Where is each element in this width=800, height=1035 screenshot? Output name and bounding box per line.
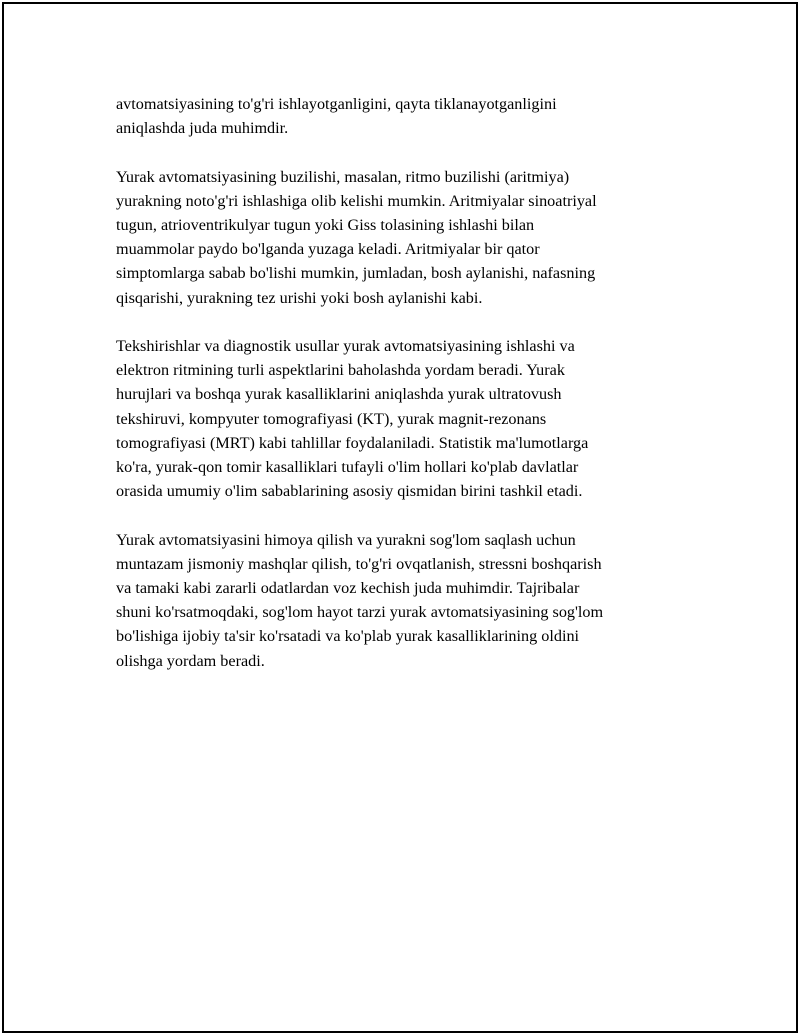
text-line: olishga yordam beradi. <box>116 651 265 670</box>
paragraph-1 <box>116 92 686 140</box>
text-line: muammolar paydo bo'lganda yuzaga keladi. Aritmiyalar bir qator <box>116 240 540 259</box>
text-line: aniqlashda juda muhimdir. <box>116 119 289 138</box>
text-line: va tamaki kabi zararli odatlardan voz kechish juda muhimdir. Tajribalar <box>116 579 580 598</box>
text-line: shuni ko'rsatmoqdaki, sog'lom hayot tarzi yurak avtomatsiyasining sog'lom <box>116 603 604 622</box>
text-line: tekshiruvi, kompyuter tomografiyasi (KT), yurak magnit-rezonans <box>116 409 547 428</box>
paragraph-2 <box>116 165 686 310</box>
text-line: Yurak avtomatsiyasining buzilishi, masalan, ritmo buzilishi (aritmiya) <box>116 167 570 186</box>
text-line: bo'lishiga ijobiy ta'sir ko'rsatadi va ko'plab yurak kasalliklarining oldini <box>116 627 580 646</box>
text-line: hurujlari va boshqa yurak kasalliklarini aniqlashda yurak ultratovush <box>116 385 562 404</box>
text-line: yurakning noto'g'ri ishlashiga olib kelishi mumkin. Aritmiyalar sinoatriyal <box>116 191 597 210</box>
text-line: ko'ra, yurak-qon tomir kasalliklari tufayli o'lim hollari ko'plab davlatlar <box>116 458 579 477</box>
paragraph-4 <box>116 528 686 673</box>
text-line: orasida umumiy o'lim sabablarining asosiy qismidan birini tashkil etadi. <box>116 482 583 501</box>
text-line: tomografiyasi (MRT) kabi tahlillar foydalaniladi. Statistik ma'lumotlarga <box>116 433 589 452</box>
text-line: Tekshirishlar va diagnostik usullar yurak avtomatsiyasining ishlashi va <box>116 337 575 355</box>
text-line: Yurak avtomatsiyasini himoya qilish va yurakni sog'lom saqlash uchun <box>116 530 576 549</box>
text-line: tugun, atrioventrikulyar tugun yoki Giss tolasining ishlashi bilan <box>116 216 535 234</box>
text-line: elektron ritmining turli aspektlarini baholashda yordam beradi. Yurak <box>116 361 565 380</box>
text-line: simptomlarga sabab bo'lishi mumkin, jumladan, bosh aylanishi, nafasning <box>116 264 596 283</box>
text-line: muntazam jismoniy mashqlar qilish, to'g'ri ovqatlanish, stressni boshqarish <box>116 554 602 573</box>
text-line: qisqarishi, yurakning tez urishi yoki bosh aylanishi kabi. <box>116 288 483 307</box>
paragraph-3 <box>116 334 686 503</box>
document-body <box>116 92 686 697</box>
text-line: avtomatsiyasining to'g'ri ishlayotganligini, qayta tiklanayotganligini <box>116 95 557 113</box>
